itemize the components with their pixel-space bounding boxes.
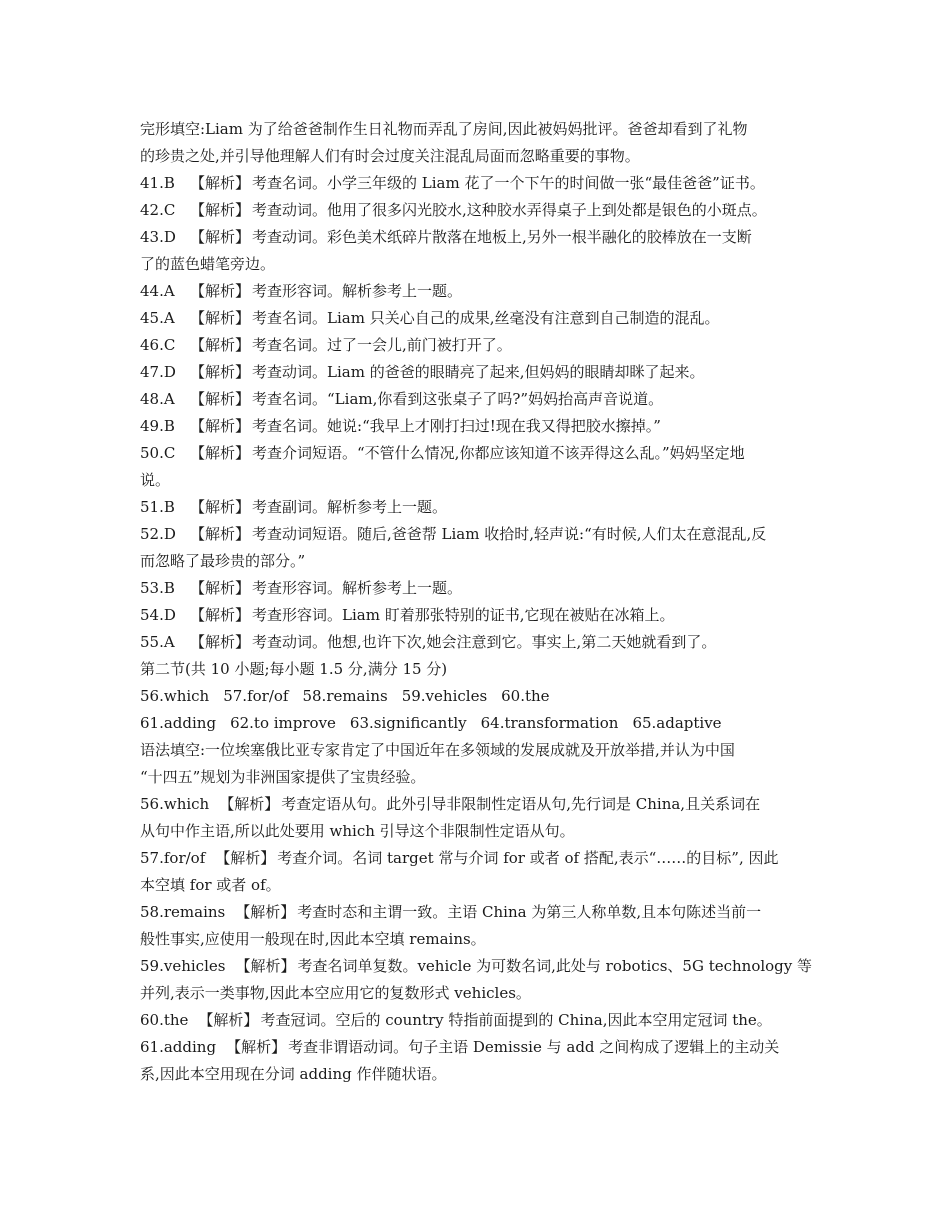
analysis-tag: 【解析】 — [226, 1038, 287, 1056]
cloze-item — [140, 332, 820, 359]
explanation-text: 考查动词。他想,也许下次,她会注意到它。事实上,第二天她就看到了。 — [252, 633, 717, 651]
cloze-item — [140, 386, 820, 413]
analysis-tag: 【解析】 — [190, 309, 251, 327]
item-answer: 55.A — [140, 633, 175, 651]
item-answer: 46.C — [140, 336, 176, 354]
cloze-item — [140, 494, 820, 521]
item-answer: 60.the — [140, 1011, 189, 1029]
analysis-tag: 【解析】 — [190, 336, 251, 354]
answer-entry: 58.remains — [302, 687, 388, 705]
answers-row-1 — [140, 683, 820, 710]
item-answer: 42.C — [140, 201, 176, 219]
explanation-text: 考查名词。过了一会儿,前门被打开了。 — [252, 336, 512, 354]
cloze-item — [140, 440, 820, 467]
explanation-text: 系,因此本空用现在分词 adding 作伴随状语。 — [140, 1065, 447, 1083]
item-answer: 59.vehicles — [140, 957, 226, 975]
cloze-item — [140, 197, 820, 224]
grammar-item-continued — [140, 1061, 820, 1088]
item-answer: 43.D — [140, 228, 176, 246]
cloze-item-continued — [140, 251, 820, 278]
explanation-text: 考查动词。彩色美术纸碎片散落在地板上,另外一根半融化的胶棒放在一支断 — [252, 228, 752, 246]
explanation-text: 般性事实,应使用一般现在时,因此本空填 remains。 — [140, 930, 486, 948]
explanation-text: 从句中作主语,所以此处要用 which 引导这个非限制性定语从句。 — [140, 822, 575, 840]
item-answer: 52.D — [140, 525, 176, 543]
explanation-text: 考查动词。他用了很多闪光胶水,这种胶水弄得桌子上到处都是银色的小斑点。 — [252, 201, 767, 219]
answer-key-page — [140, 116, 820, 1088]
item-answer: 54.D — [140, 606, 176, 624]
analysis-tag: 【解析】 — [190, 390, 251, 408]
analysis-tag: 【解析】 — [190, 579, 251, 597]
grammar-item — [140, 1007, 820, 1034]
item-answer: 45.A — [140, 309, 175, 327]
explanation-text: 并列,表示一类事物,因此本空应用它的复数形式 vehicles。 — [140, 984, 531, 1002]
item-answer: 44.A — [140, 282, 175, 300]
analysis-tag: 【解析】 — [190, 282, 251, 300]
analysis-tag: 【解析】 — [190, 498, 251, 516]
answer-entry: 65.adaptive — [632, 714, 722, 732]
explanation-text: 考查副词。解析参考上一题。 — [252, 498, 448, 516]
analysis-tag: 【解析】 — [190, 228, 251, 246]
grammar-item-continued — [140, 872, 820, 899]
grammar-item — [140, 953, 820, 980]
answer-entry: 57.for/of — [223, 687, 289, 705]
grammar-intro-line: “十四五”规划为非洲国家提供了宝贵经验。 — [140, 768, 426, 786]
item-answer: 49.B — [140, 417, 175, 435]
analysis-tag: 【解析】 — [190, 633, 251, 651]
explanation-text: 考查形容词。解析参考上一题。 — [252, 282, 463, 300]
analysis-tag: 【解析】 — [190, 525, 251, 543]
explanation-text: 而忽略了最珍贵的部分。” — [140, 552, 306, 570]
cloze-item-continued — [140, 467, 820, 494]
analysis-tag: 【解析】 — [190, 174, 251, 192]
cloze-item — [140, 575, 820, 602]
explanation-text: 考查名词。小学三年级的 Liam 花了一个下午的时间做一张“最佳爸爸”证书。 — [252, 174, 765, 192]
answer-entry: 64.transformation — [480, 714, 619, 732]
explanation-text: 考查形容词。Liam 盯着那张特别的证书,它现在被贴在冰箱上。 — [252, 606, 675, 624]
explanation-text: 了的蓝色蜡笔旁边。 — [140, 255, 276, 273]
explanation-text: 考查非谓语动词。句子主语 Demissie 与 add 之间构成了逻辑上的主动关 — [288, 1038, 780, 1056]
cloze-item — [140, 413, 820, 440]
answer-entry: 61.adding — [140, 714, 217, 732]
item-answer: 56.which — [140, 795, 210, 813]
grammar-item-continued — [140, 818, 820, 845]
analysis-tag: 【解析】 — [235, 903, 296, 921]
cloze-item — [140, 359, 820, 386]
explanation-text: 考查名词单复数。vehicle 为可数名词,此处与 robotics、5G technology 等 — [297, 957, 813, 975]
cloze-item — [140, 224, 820, 251]
grammar-item — [140, 1034, 820, 1061]
answer-entry: 59.vehicles — [401, 687, 488, 705]
answer-entry: 63.significantly — [349, 714, 467, 732]
item-answer: 57.for/of — [140, 849, 206, 867]
item-answer: 51.B — [140, 498, 175, 516]
cloze-intro-line: 完形填空:Liam 为了给爸爸制作生日礼物而弄乱了房间,因此被妈妈批评。爸爸却看到了礼物 — [140, 120, 748, 138]
grammar-explanations — [140, 791, 820, 1088]
answer-entry: 60.the — [501, 687, 550, 705]
grammar-item-continued — [140, 980, 820, 1007]
analysis-tag: 【解析】 — [190, 444, 251, 462]
cloze-item — [140, 602, 820, 629]
item-answer: 48.A — [140, 390, 175, 408]
explanation-text: 考查介词短语。“不管什么情况,你都应该知道不该弄得这么乱。”妈妈坚定地 — [252, 444, 745, 462]
item-answer: 58.remains — [140, 903, 226, 921]
analysis-tag: 【解析】 — [190, 417, 251, 435]
answer-entry: 62.to improve — [230, 714, 336, 732]
grammar-item — [140, 899, 820, 926]
explanation-text: 考查介词。名词 target 常与介词 for 或者 of 搭配,表示“……的目标”, 因此 — [277, 849, 779, 867]
grammar-item — [140, 845, 820, 872]
explanation-text: 考查名词。Liam 只关心自己的成果,丝毫没有注意到自己制造的混乱。 — [252, 309, 720, 327]
item-answer: 61.adding — [140, 1038, 217, 1056]
explanation-text: 考查动词。Liam 的爸爸的眼睛亮了起来,但妈妈的眼睛却眯了起来。 — [252, 363, 705, 381]
explanation-text: 本空填 for 或者 of。 — [140, 876, 281, 894]
cloze-item — [140, 305, 820, 332]
item-answer: 41.B — [140, 174, 175, 192]
cloze-item — [140, 629, 820, 656]
cloze-item — [140, 278, 820, 305]
cloze-item-continued — [140, 548, 820, 575]
analysis-tag: 【解析】 — [215, 849, 276, 867]
analysis-tag: 【解析】 — [198, 1011, 259, 1029]
explanation-text: 考查名词。她说:“我早上才刚打扫过!现在我又得把胶水擦掉。” — [252, 417, 661, 435]
explanation-text: 考查冠词。空后的 country 特指前面提到的 China,因此本空用定冠词 the。 — [260, 1011, 772, 1029]
answer-entry: 56.which — [140, 687, 210, 705]
item-answer: 47.D — [140, 363, 176, 381]
item-answer: 50.C — [140, 444, 176, 462]
cloze-intro-line: 的珍贵之处,并引导他理解人们有时会过度关注混乱局面而忽略重要的事物。 — [140, 147, 640, 165]
explanation-text: 考查定语从句。此外引导非限制性定语从句,先行词是 China,且关系词在 — [281, 795, 761, 813]
explanation-text: 说。 — [140, 471, 171, 489]
analysis-tag: 【解析】 — [190, 201, 251, 219]
explanation-text: 考查时态和主谓一致。主语 China 为第三人称单数,且本句陈述当前一 — [297, 903, 762, 921]
cloze-item — [140, 170, 820, 197]
analysis-tag: 【解析】 — [190, 363, 251, 381]
cloze-item — [140, 521, 820, 548]
explanation-text: 考查名词。“Liam,你看到这张桌子了吗?”妈妈抬高声音说道。 — [252, 390, 664, 408]
grammar-intro-line: 语法填空:一位埃塞俄比亚专家肯定了中国近年在多领域的发展成就及开放举措,并认为中国 — [140, 741, 735, 759]
explanation-text: 考查形容词。解析参考上一题。 — [252, 579, 463, 597]
section2-title: 第二节(共 10 小题;每小题 1.5 分,满分 15 分) — [140, 660, 448, 678]
analysis-tag: 【解析】 — [235, 957, 296, 975]
grammar-item-continued — [140, 926, 820, 953]
grammar-item — [140, 791, 820, 818]
cloze-explanations — [140, 170, 820, 656]
explanation-text: 考查动词短语。随后,爸爸帮 Liam 收拾时,轻声说:“有时候,人们太在意混乱,反 — [252, 525, 767, 543]
item-answer: 53.B — [140, 579, 175, 597]
analysis-tag: 【解析】 — [190, 606, 251, 624]
analysis-tag: 【解析】 — [219, 795, 280, 813]
answers-row-2 — [140, 710, 820, 737]
